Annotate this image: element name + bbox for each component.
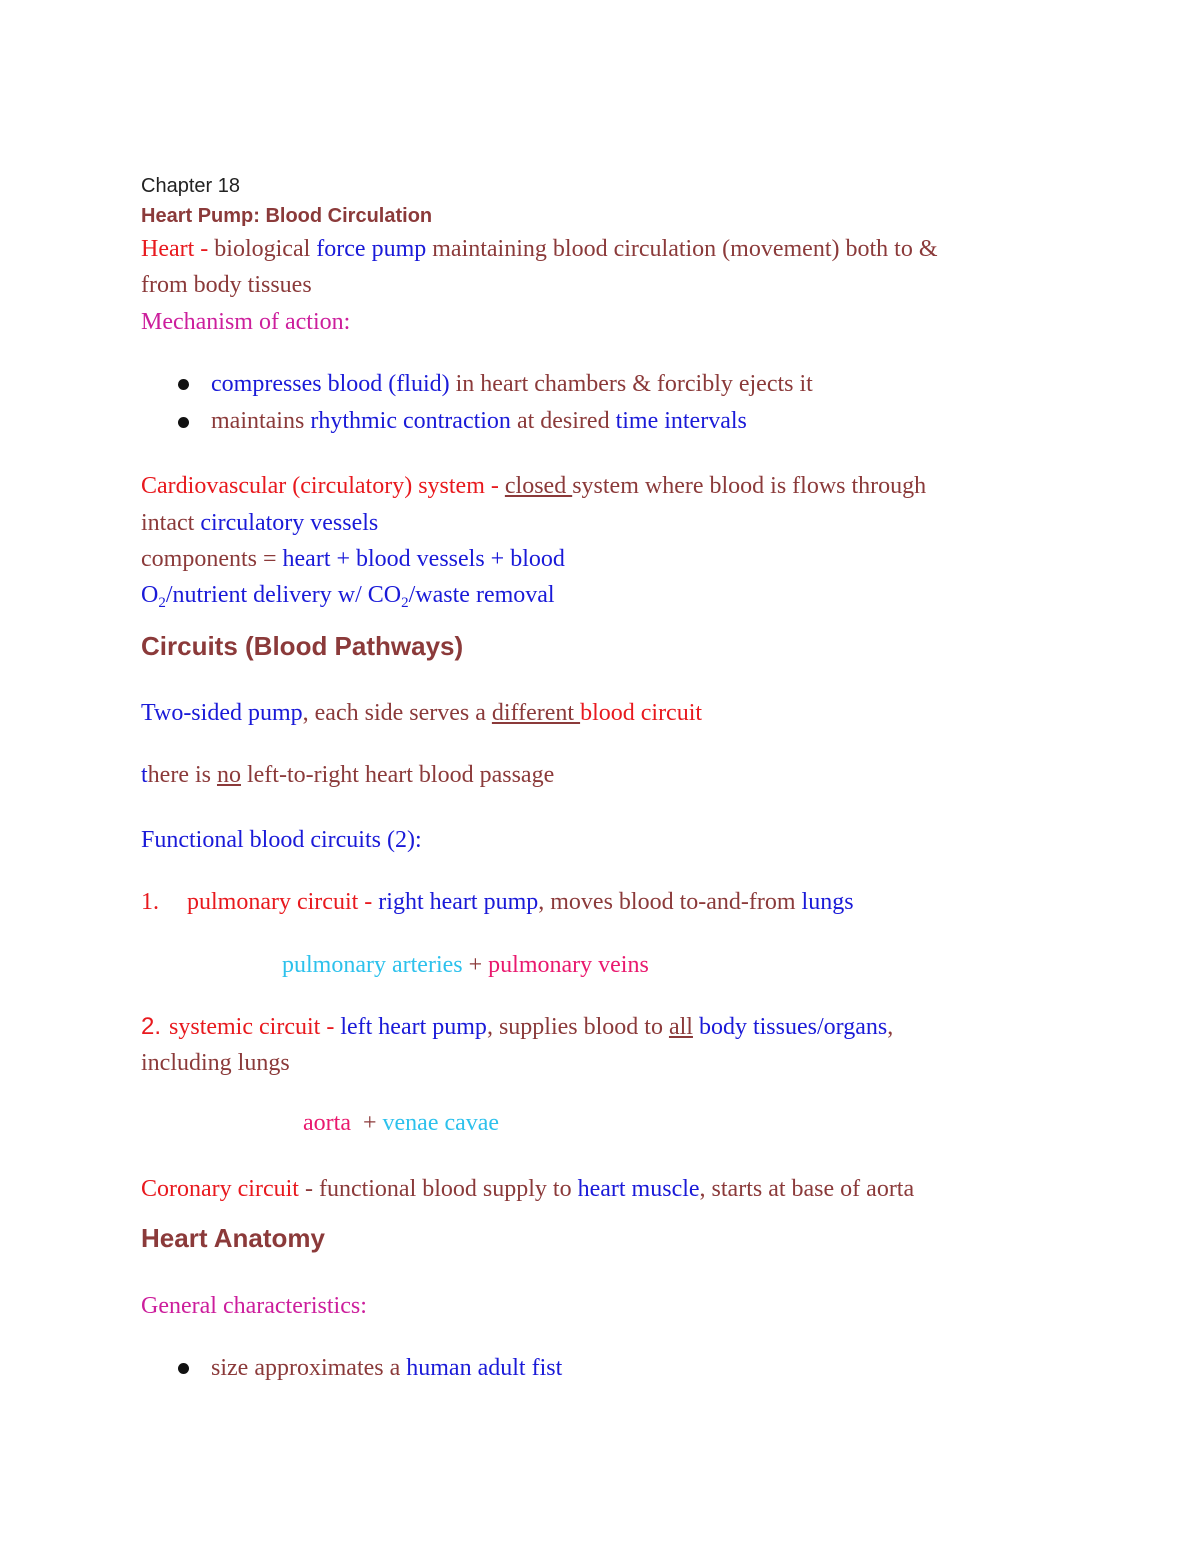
- heart-term: Heart: [141, 236, 195, 262]
- text-span: aorta: [303, 1110, 351, 1136]
- text-span: systemic circuit: [169, 1014, 321, 1040]
- text-span: , each side serves a: [302, 700, 492, 726]
- no-passage-line: [141, 761, 554, 789]
- text-span: here is: [147, 762, 217, 788]
- text-span: , starts at base of aorta: [699, 1176, 915, 1202]
- text-span: +: [350, 1110, 383, 1136]
- text-span: maintains: [211, 408, 311, 434]
- systemic-circuit-line-2: including lungs: [141, 1050, 290, 1076]
- page-subtitle: Heart Pump: Blood Circulation: [141, 205, 433, 227]
- text-span: size approximates a: [211, 1355, 407, 1381]
- subscript: 2: [158, 595, 166, 611]
- text-span: pulmonary veins: [488, 952, 649, 978]
- text-span: heart muscle: [577, 1176, 700, 1202]
- text-span: lungs: [801, 889, 854, 915]
- text-span: at desired: [510, 408, 616, 434]
- cardio-term: Cardiovascular (circulatory) system: [141, 473, 485, 499]
- cardio-definition-line-1: [141, 472, 926, 500]
- cardio-components: [141, 545, 565, 573]
- text-span: , supplies blood to: [486, 1014, 669, 1040]
- functional-circuits-heading: Functional blood circuits (2):: [141, 827, 422, 853]
- text-span: heart + blood vessels + blood: [282, 546, 565, 572]
- text-span: right heart pump: [378, 889, 539, 915]
- text-span: circulatory vessels: [200, 510, 379, 536]
- coronary-circuit-line: [141, 1175, 914, 1203]
- text-span: in heart chambers & forcibly ejects it: [449, 371, 813, 397]
- heart-definition-line-2: from body tissues: [141, 272, 312, 298]
- text-span: venae cavae: [382, 1110, 500, 1136]
- text-span: components =: [141, 546, 283, 572]
- heart-anatomy-heading: Heart Anatomy: [141, 1223, 325, 1253]
- different-term: different: [491, 700, 581, 726]
- text-span: system where blood is flows through: [572, 473, 927, 499]
- cardio-delivery: [141, 581, 555, 609]
- text-span: ,: [887, 1014, 894, 1040]
- closed-term: closed: [504, 473, 573, 499]
- pulmonary-circuit-line: [141, 888, 854, 916]
- text-span: intact: [141, 510, 201, 536]
- systemic-circuit-line-1: [141, 1013, 893, 1041]
- anatomy-bullet-1: [211, 1354, 562, 1382]
- heart-definition-line-1: [141, 235, 937, 263]
- text-span: maintaining blood circulation (movement) both to &: [426, 236, 938, 262]
- text-span: - functional blood supply to: [298, 1176, 578, 1202]
- text-span: pulmonary arteries: [282, 952, 463, 978]
- text-span: body tissues/organs: [698, 1014, 888, 1040]
- text-span: Two-sided pump: [141, 700, 303, 726]
- text-span: pulmonary circuit: [187, 889, 359, 915]
- text-span: biological: [214, 236, 317, 262]
- text-span: O: [141, 582, 159, 608]
- dash: -: [358, 889, 379, 915]
- mechanism-heading: Mechanism of action:: [141, 309, 351, 335]
- text-span: human adult fist: [406, 1355, 563, 1381]
- subscript: 2: [401, 595, 409, 611]
- systemic-vessels: [303, 1109, 499, 1137]
- list-number: 2.: [141, 1013, 162, 1040]
- text-span: rhythmic contraction: [310, 408, 511, 434]
- mechanism-bullet-1: [211, 370, 813, 398]
- bullet-icon: [178, 379, 189, 390]
- text-span: Coronary circuit: [141, 1176, 299, 1202]
- bullet-icon: [178, 1363, 189, 1374]
- text-span: +: [462, 952, 489, 978]
- chapter-label: Chapter 18: [141, 175, 240, 197]
- mechanism-bullet-2: [211, 407, 747, 435]
- two-sided-pump-line: [141, 699, 702, 727]
- text-span: compresses blood (fluid): [211, 371, 450, 397]
- text-span: , moves blood to-and-from: [538, 889, 802, 915]
- dash: -: [320, 1014, 341, 1040]
- all-term: all: [668, 1014, 693, 1040]
- text-span: blood circuit: [580, 700, 703, 726]
- text-span: t: [141, 762, 148, 788]
- dash: -: [484, 473, 505, 499]
- text-span: /waste removal: [408, 582, 555, 608]
- force-pump-term: force pump: [316, 236, 427, 262]
- text-span: /nutrient delivery w/ CO: [165, 582, 402, 608]
- general-characteristics-heading: General characteristics:: [141, 1293, 367, 1319]
- text-span: time intervals: [615, 408, 747, 434]
- list-number: 1.: [141, 889, 159, 915]
- dash: -: [194, 236, 215, 262]
- pulmonary-vessels: [282, 951, 649, 979]
- text-span: left heart pump: [340, 1014, 487, 1040]
- circuits-heading: Circuits (Blood Pathways): [141, 631, 464, 661]
- no-term: no: [216, 762, 241, 788]
- text-span: left-to-right heart blood passage: [240, 762, 555, 788]
- bullet-icon: [178, 417, 189, 428]
- cardio-definition-line-2: [141, 509, 378, 537]
